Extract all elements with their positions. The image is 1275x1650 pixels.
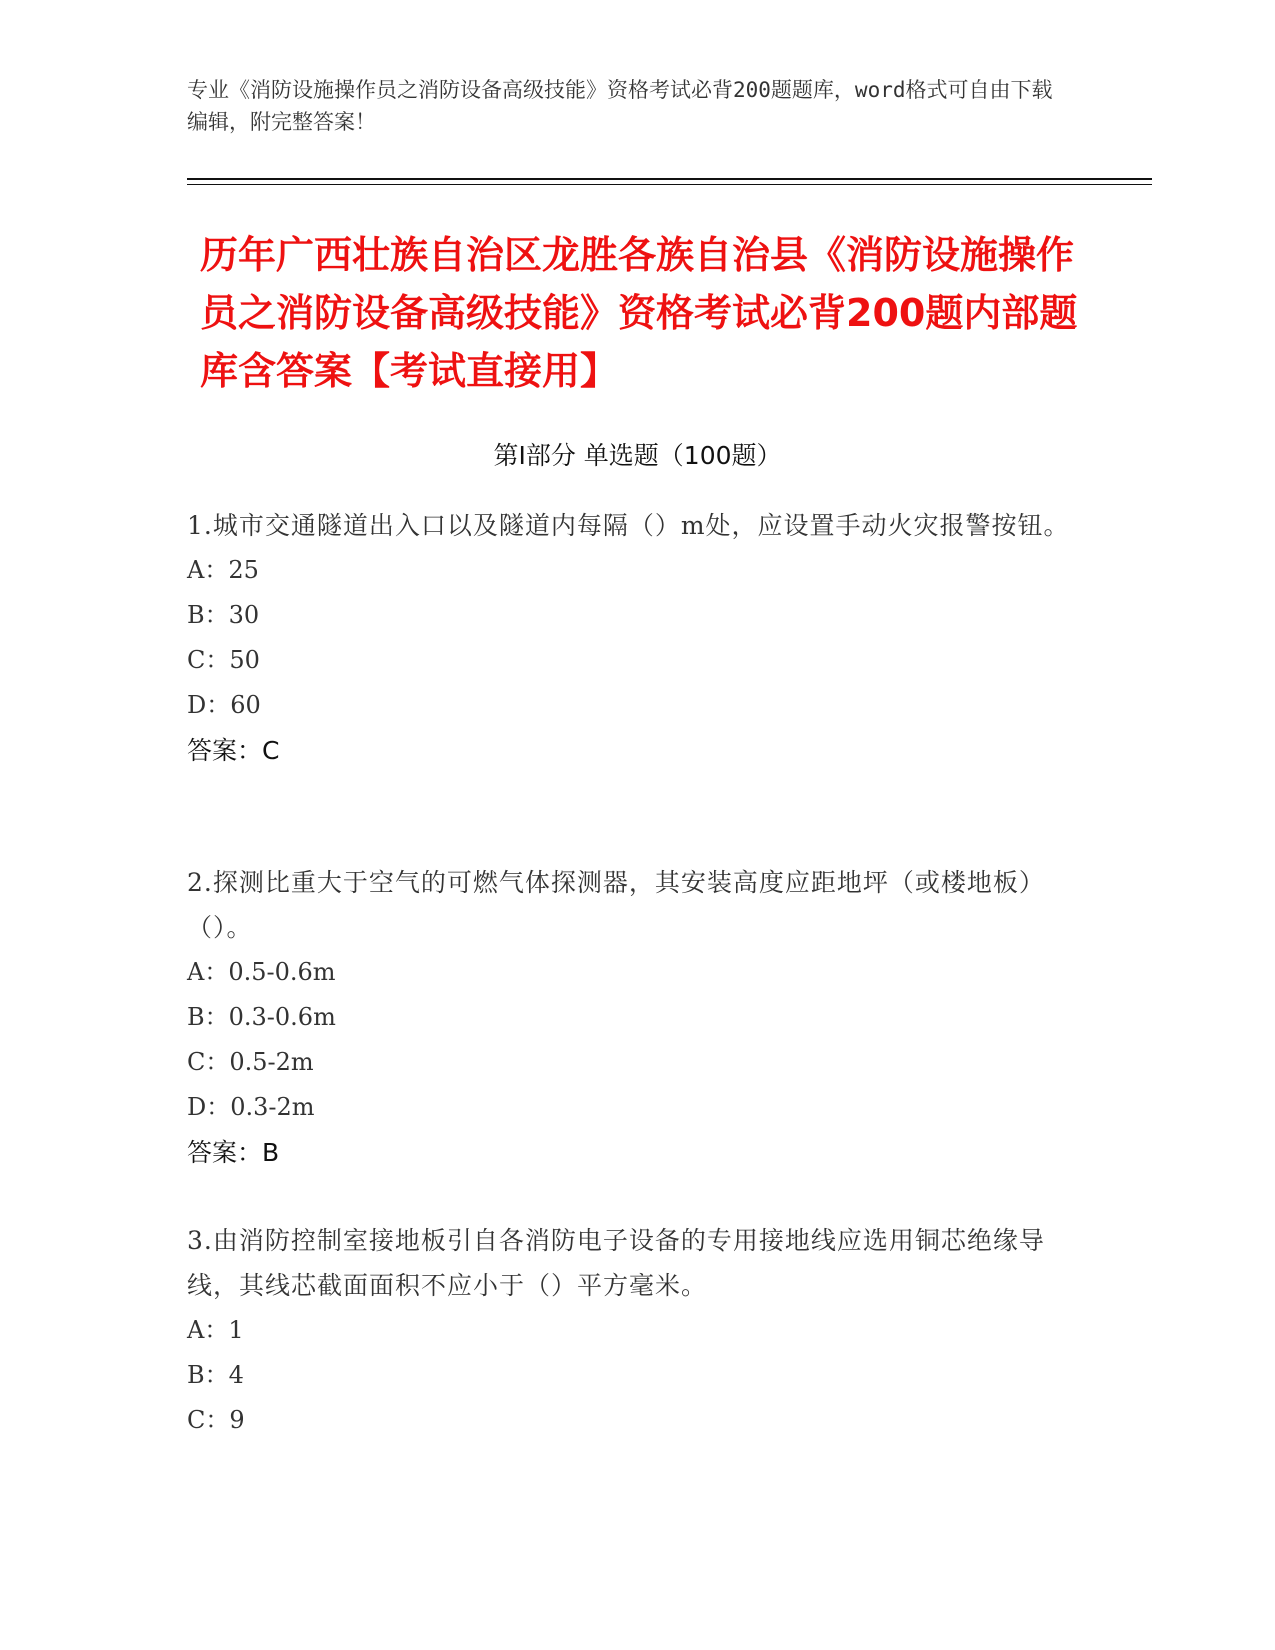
question-stem: 3.由消防控制室接地板引自各消防电子设备的专用接地线应选用铜芯绝缘导线，其线芯截面面积不应小于（）平方毫米。 [187,1226,1045,1300]
option-a: A：0.5-0.6m [187,958,336,986]
answer: 答案：B [187,1138,280,1167]
question-stem: 2.探测比重大于空气的可燃气体探测器，其安装高度应距地坪（或楼地板）（）。 [187,868,1045,942]
option-c: C：0.5-2m [187,1048,314,1076]
option-d: D：60 [187,691,261,719]
option-d: D：0.3-2m [187,1093,315,1121]
option-b: B：0.3-0.6m [187,1003,336,1031]
page-title: 历年广西壮族自治区龙胜各族自治县《消防设施操作员之消防设备高级技能》资格考试必背200题内部题库含答案【考试直接用】 [200,233,1078,393]
answer: 答案：C [187,736,280,765]
question-stem: 1.城市交通隧道出入口以及隧道内每隔（）m处，应设置手动火灾报警按钮。 [187,511,1070,540]
question-2 [187,860,1087,1175]
header-note: 专业《消防设施操作员之消防设备高级技能》资格考试必背200题题库，word格式可自由下载编辑，附完整答案！ [187,78,1053,134]
option-a: A：1 [187,1316,244,1344]
header-divider-thick [187,178,1152,180]
option-a: A：25 [187,556,259,584]
option-b: B：4 [187,1361,244,1389]
option-b: B：30 [187,601,260,629]
option-c: C：50 [187,646,260,674]
question-3 [187,1218,1087,1443]
question-1 [187,503,1087,773]
header-divider-thin [187,184,1152,185]
option-c: C：9 [187,1406,245,1434]
section-heading: 第I部分 单选题（100题） [493,441,782,470]
